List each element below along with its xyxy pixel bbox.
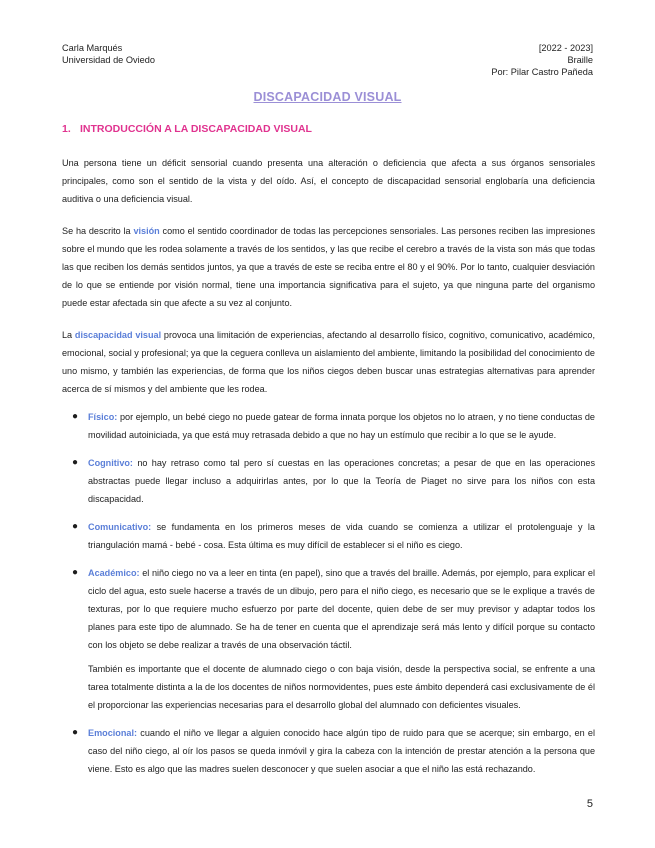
bullet-icon: ● <box>72 727 79 738</box>
university-name: Universidad de Oviedo <box>62 55 155 65</box>
list-item-cognitive <box>62 454 595 508</box>
section-heading <box>62 123 312 135</box>
paragraph-intro: Una persona tiene un déficit sensorial cuando presenta una alteración o deficiencia que afecta a sus órganos sensoriales principales, como son el sentido de la vista y del oído. Así, el concepto de discapacidad sensorial englobaría una deficiencia auditiva o una deficiencia visual. <box>62 158 595 204</box>
list-item-emotional <box>62 724 595 778</box>
academic-year: [2022 - 2023] <box>538 43 593 53</box>
term-academic: Académico: <box>88 568 140 578</box>
document-body <box>62 154 595 788</box>
list-item-communicative <box>62 518 595 554</box>
section-number: 1. <box>62 123 71 135</box>
document-title: DISCAPACIDAD VISUAL <box>253 90 402 104</box>
teacher-name: Por: Pilar Castro Pañeda <box>491 67 593 77</box>
page-number: 5 <box>586 798 593 810</box>
paragraph-disability <box>62 326 595 398</box>
header-right <box>491 42 593 78</box>
text-academic-sub: También es importante que el docente de alumnado ciego o con baja visión, desde la perspectiva social, se enfrente a una tarea totalmente distinta a la de los docentes de niños normovidentes, pues este ámbito dependerá casi exclusivamente de él el proporcionar las experiencias necesarias para el desarrollo global del alumnado con deficientes visuales. <box>88 664 595 710</box>
text-cognitive: no hay retraso como tal pero sí cuestas en las operaciones concretas; a pesar de que en las operaciones abstractas puede llegar incluso a adquirirlas antes, por lo que la Teoría de Piaget no sirve para los niños con esta discapacidad. <box>88 458 595 504</box>
author-name: Carla Marqués <box>62 43 123 53</box>
list-item-academic <box>62 564 595 714</box>
highlight-vision: visión <box>133 226 160 236</box>
paragraph-vision-pre: Se ha descrito la <box>62 226 134 236</box>
section-title: INTRODUCCIÓN A LA DISCAPACIDAD VISUAL <box>80 123 312 135</box>
term-cognitive: Cognitivo: <box>88 458 133 468</box>
paragraph-vision <box>62 222 595 312</box>
subject-name: Braille <box>567 55 593 65</box>
bullet-icon: ● <box>72 457 79 468</box>
list-item-physical <box>62 408 595 444</box>
term-emotional: Emocional: <box>88 728 138 738</box>
text-communicative: se fundamenta en los primeros meses de vida cuando se comienza a utilizar el protolenguaje y la triangulación mamá - bebé - cosa. Esta última es muy difícil de establecer si el niño es ciego. <box>88 522 595 550</box>
paragraph-disability-post: provoca una limitación de experiencias, afectando al desarrollo físico, cognitivo, comunicativo, académico, emocional, social y profesional; ya que la ceguera conlleva un aislamiento del ambiente, limitando la posibilidad del conocimiento de uno mismo, y también las experiencias, de forma que los niños ciegos deben buscar unas estrategias alternativas para aprender acerca de sí mismos y del ambiente que les rodea. <box>62 330 595 394</box>
term-physical: Físico: <box>88 412 118 422</box>
term-communicative: Comunicativo: <box>88 522 152 532</box>
highlight-visual-disability: discapacidad visual <box>74 330 162 340</box>
bullet-icon: ● <box>72 411 79 422</box>
bullet-icon: ● <box>72 521 79 532</box>
text-emotional: cuando el niño ve llegar a alguien conocido hace algún tipo de ruido para que se acerque; sin embargo, en el caso del niño ciego, al oír los pasos se queda inmóvil y gira la cabeza con la intención de prestar atención a la persona que viene. Esto es algo que las madres suelen desconocer y que suelen asociar a que el niño las está rechazando. <box>88 728 595 774</box>
text-academic: el niño ciego no va a leer en tinta (en papel), sino que a través del braille. Además, por ejemplo, para explicar el ciclo del agua, esto suele hacerse a través de un dibujo, pero para el niño ciego, es necesario que se le explique a través de texturas, por lo que requiere mucho esfuerzo por parte del docente, quien debe de ser muy previsor y adaptar todos los planes para este tipo de alumnado. Se ha de tener en cuenta que el aprendizaje será más lento y difícil porque su contacto con los objeto se debe realizar a través de una observación táctil. <box>88 568 595 650</box>
text-physical: por ejemplo, un bebé ciego no puede gatear de forma innata porque los objetos no lo atraen, y no tiene conductas de movilidad autoiniciada, ya que está muy retrasada debido a que no hay un estímulo que recibir a lo que se le ayude. <box>88 412 595 440</box>
paragraph-disability-pre: La <box>62 330 75 340</box>
header-left <box>62 42 155 66</box>
development-areas-list <box>62 408 595 778</box>
paragraph-vision-post: como el sentido coordinador de todas las percepciones sensoriales. Las persones reciben las impresiones sobre el mundo que les rodea solamente a través de los sentidos, y las que recibe el cerebro a través de la vista son más que todas las que reciben los demás sentidos juntos, ya que a través de este se reciba entre el 80 y el 90%. Por lo tanto, cualquier desviación de lo que se entiende por visión normal, tiene una importancia significativa para el sujeto, ya que ninguna parte del organismo puede estar afectada sin que afecte a su vez al conjunto. <box>62 226 595 308</box>
bullet-icon: ● <box>72 567 79 578</box>
